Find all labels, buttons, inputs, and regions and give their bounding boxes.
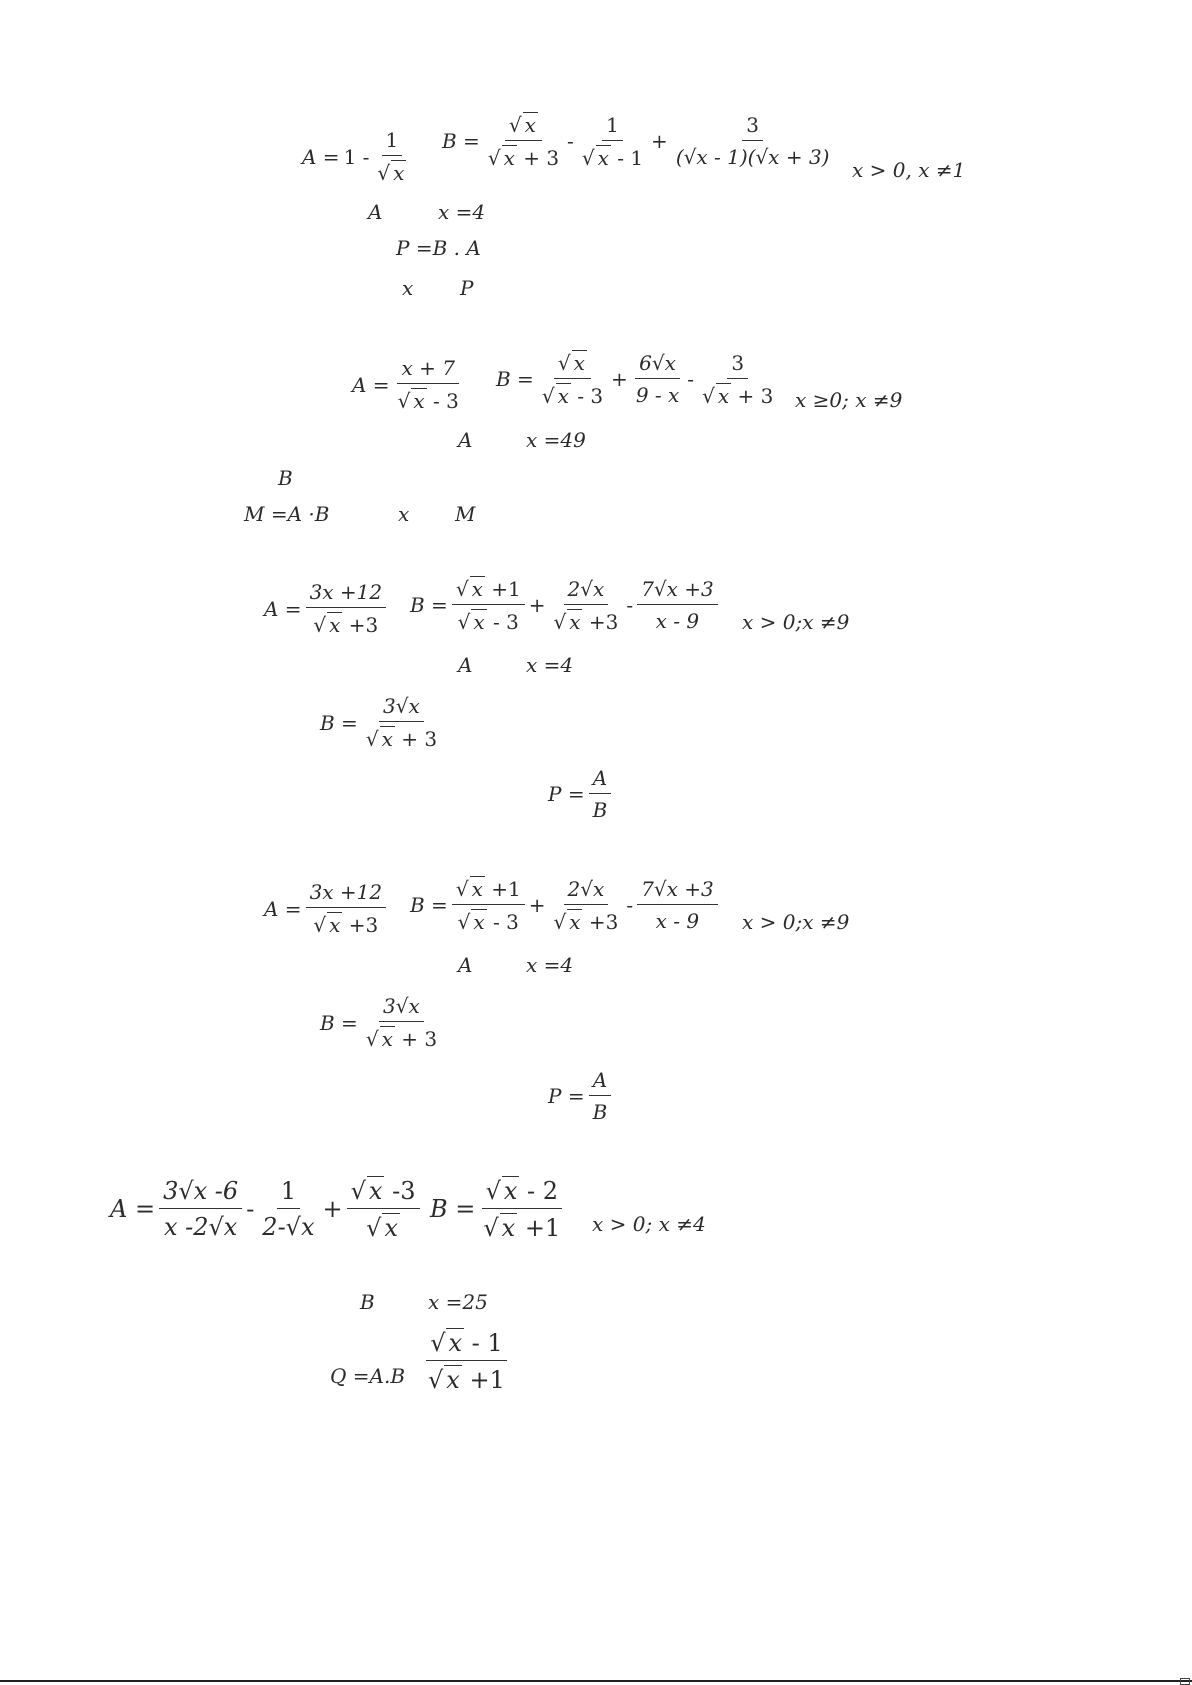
p3-condition: x > 0;x ≠9 bbox=[742, 610, 850, 634]
p3-expression-a: A = $\frac{3x +12}{√ x +3}$ bbox=[262, 580, 388, 637]
p3-q1-value: x =4 bbox=[526, 653, 574, 677]
p2-b-term3: $\frac{3}{√ x + 3}$ bbox=[702, 350, 774, 408]
p2-q1-var: A bbox=[458, 428, 473, 452]
p4-condition: x > 0;x ≠9 bbox=[742, 910, 850, 934]
page-corner-mark bbox=[1180, 1678, 1190, 1685]
p1-condition: x > 0, x ≠1 bbox=[852, 158, 966, 182]
p1-b-term1: $\frac{√ x}{√ x + 3}$ bbox=[487, 113, 560, 170]
p2-expression-a: A = $\frac{x + 7}{√ x - 3}$ bbox=[350, 356, 465, 413]
p2-q3-expression: M =A ·B bbox=[244, 502, 330, 526]
p1-b-term2: $\frac{1}{√ x - 1}$ bbox=[581, 112, 644, 170]
p5-q-fraction: $\frac{√ x - 1}{√ x +1}$ bbox=[428, 1329, 505, 1394]
p4-q1-var: A bbox=[458, 953, 473, 977]
p2-q2-var: B bbox=[278, 466, 293, 490]
p1-q1-var: A bbox=[368, 200, 383, 224]
p1-b-lhs: B = bbox=[442, 129, 480, 153]
p5-expression-a: A = $\frac{3√x -6}{x -2√x}$ - $\frac{1}{2-√x}$ + $\frac{√ x -3}{√ x}$ bbox=[108, 1176, 422, 1242]
p2-condition: x ≥0; x ≠9 bbox=[795, 388, 903, 412]
p1-q2-expression: P =B . A bbox=[396, 236, 481, 260]
p4-q1-value: x =4 bbox=[526, 953, 574, 977]
p2-q3-x: x bbox=[398, 502, 410, 526]
page-bottom-rule bbox=[0, 1680, 1192, 1682]
p1-b-term3: $\frac{3}{(√x - 1)(√x + 3)}$ bbox=[675, 113, 830, 169]
p1-q1-value: x =4 bbox=[438, 200, 486, 224]
p3-b-shown: B = $\frac{3√x}{√ x + 3}$ bbox=[320, 694, 438, 751]
p3-q1-var: A bbox=[458, 653, 473, 677]
p2-q3-m: M bbox=[455, 502, 476, 526]
p1-expression-a bbox=[300, 128, 412, 185]
p2-q1-value: x =49 bbox=[526, 428, 586, 452]
p1-a-lhs: A = bbox=[302, 144, 340, 169]
p4-p-expression: P = $\frac{A}{B}$ bbox=[546, 1068, 613, 1124]
p5-condition: x > 0; x ≠4 bbox=[592, 1212, 706, 1236]
p1-a-one: 1 - bbox=[343, 144, 370, 169]
p1-a-fraction: $\frac{1}{√ x}$ bbox=[377, 128, 405, 185]
p4-b-shown: B = $\frac{3√x}{√ x + 3}$ bbox=[320, 994, 438, 1051]
p5-expression-b: B = $\frac{√ x - 2}{√ x +1}$ bbox=[430, 1177, 561, 1242]
p3-expression-b: B = $\frac{√ x +1}{√ x - 3}$ + $\frac{2√x}{√ x +3}$ - $\frac{7√x +3}{x - 9}$ bbox=[408, 576, 720, 634]
p2-b-term2: $\frac{6√x}{9 - x}$ bbox=[635, 351, 680, 407]
p4-expression-b: B = $\frac{√ x +1}{√ x - 3}$ + $\frac{2√x}{√ x +3}$ - $\frac{7√x +3}{x - 9}$ bbox=[408, 876, 720, 934]
p2-b-term1: $\frac{√ x}{√ x - 3}$ bbox=[541, 351, 604, 408]
p2-a-fraction: $\frac{x + 7}{√ x - 3}$ bbox=[397, 356, 459, 413]
p5-q1-value: x =25 bbox=[428, 1290, 488, 1314]
p5-q-expression: Q =A.B bbox=[330, 1364, 406, 1388]
p3-p-expression: P = $\frac{A}{B}$ bbox=[546, 766, 613, 822]
p1-expression-b: B = $\frac{√ x}{√ x + 3}$ - $\frac{1}{√ x - 1}$ + $\frac{3}{(√x - 1)(√x + 3)}$ bbox=[440, 112, 835, 170]
p4-expression-a: A = $\frac{3x +12}{√ x +3}$ bbox=[262, 880, 388, 937]
p5-q1-var: B bbox=[360, 1290, 375, 1314]
p1-q3-var-p: P bbox=[460, 276, 474, 300]
p2-expression-b: B = $\frac{√ x}{√ x - 3}$ + $\frac{6√x}{9 - x}$ - $\frac{3}{√ x + 3}$ bbox=[494, 350, 779, 408]
p1-q3-var-x: x bbox=[402, 276, 414, 300]
